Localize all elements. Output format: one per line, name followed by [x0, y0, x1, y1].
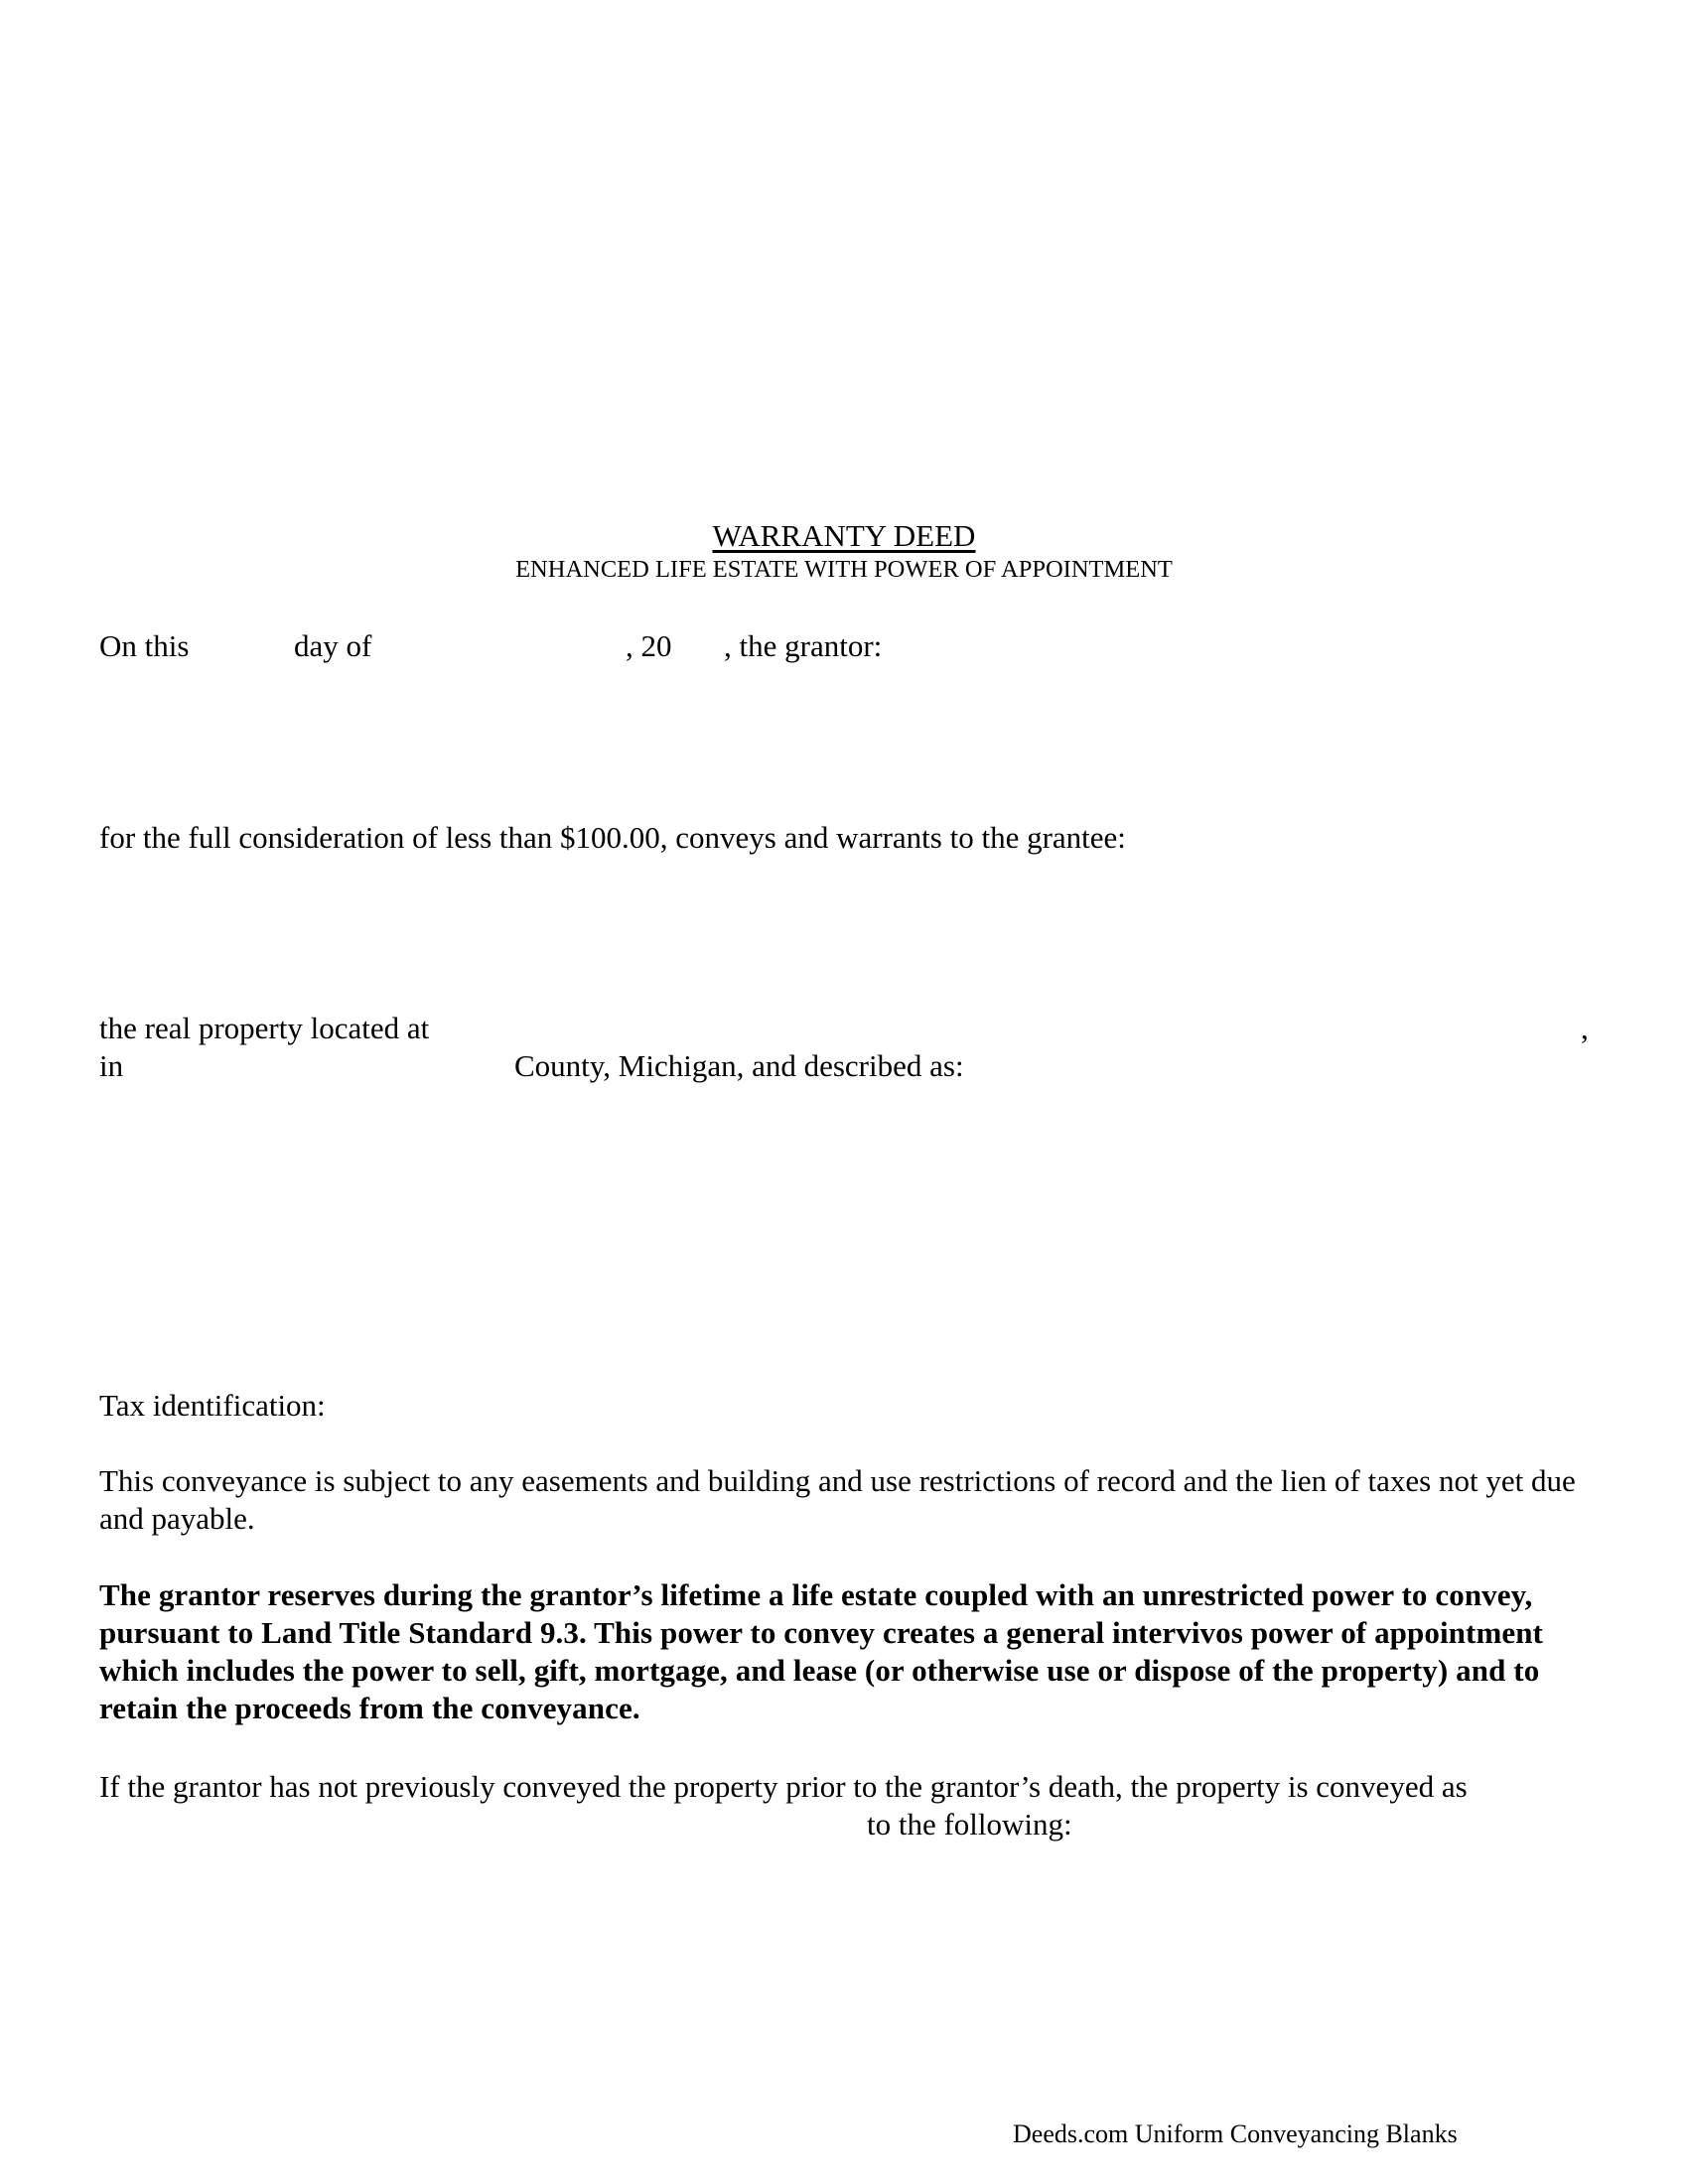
document-title: WARRANTY DEED: [712, 518, 976, 553]
consideration-clause: for the full consideration of less than $100.00, conveys and warrants to the grantee:: [99, 820, 1126, 855]
death-clause-line2: to the following:: [867, 1807, 1072, 1842]
date-line-day-of: day of: [294, 628, 372, 663]
reservation-clause: The grantor reserves during the grantor’s lifetime a life estate coupled with an unrestricted power to convey, pursuant to Land Title Standard 9.3. This power to convey creates a general intervivos power of appointment which includes the power to sell, gift, mortgage, and lease (or otherwise use or dispose of the property) and to retain the proceeds from the conveyance.: [99, 1577, 1543, 1725]
property-in: in: [99, 1048, 124, 1083]
property-trailing-comma: ,: [1581, 1011, 1589, 1045]
date-line-on-this: On this: [99, 628, 190, 663]
date-line-year: , 20: [626, 628, 672, 663]
tax-identification-label: Tax identification:: [99, 1388, 326, 1423]
property-county: County, Michigan, and described as:: [514, 1048, 964, 1083]
death-clause-line1: If the grantor has not previously conveyed the property prior to the grantor’s death, the property is conveyed as: [99, 1769, 1468, 1804]
footer-text: Deeds.com Uniform Conveyancing Blanks: [1013, 2119, 1458, 2148]
date-line-the-grantor: , the grantor:: [724, 628, 883, 663]
subject-clause: This conveyance is subject to any easements and building and use restrictions of record and the lien of taxes not yet due and payable.: [99, 1463, 1576, 1536]
property-located-at: the real property located at: [99, 1011, 430, 1045]
document-subtitle: ENHANCED LIFE ESTATE WITH POWER OF APPOINTMENT: [515, 556, 1173, 583]
